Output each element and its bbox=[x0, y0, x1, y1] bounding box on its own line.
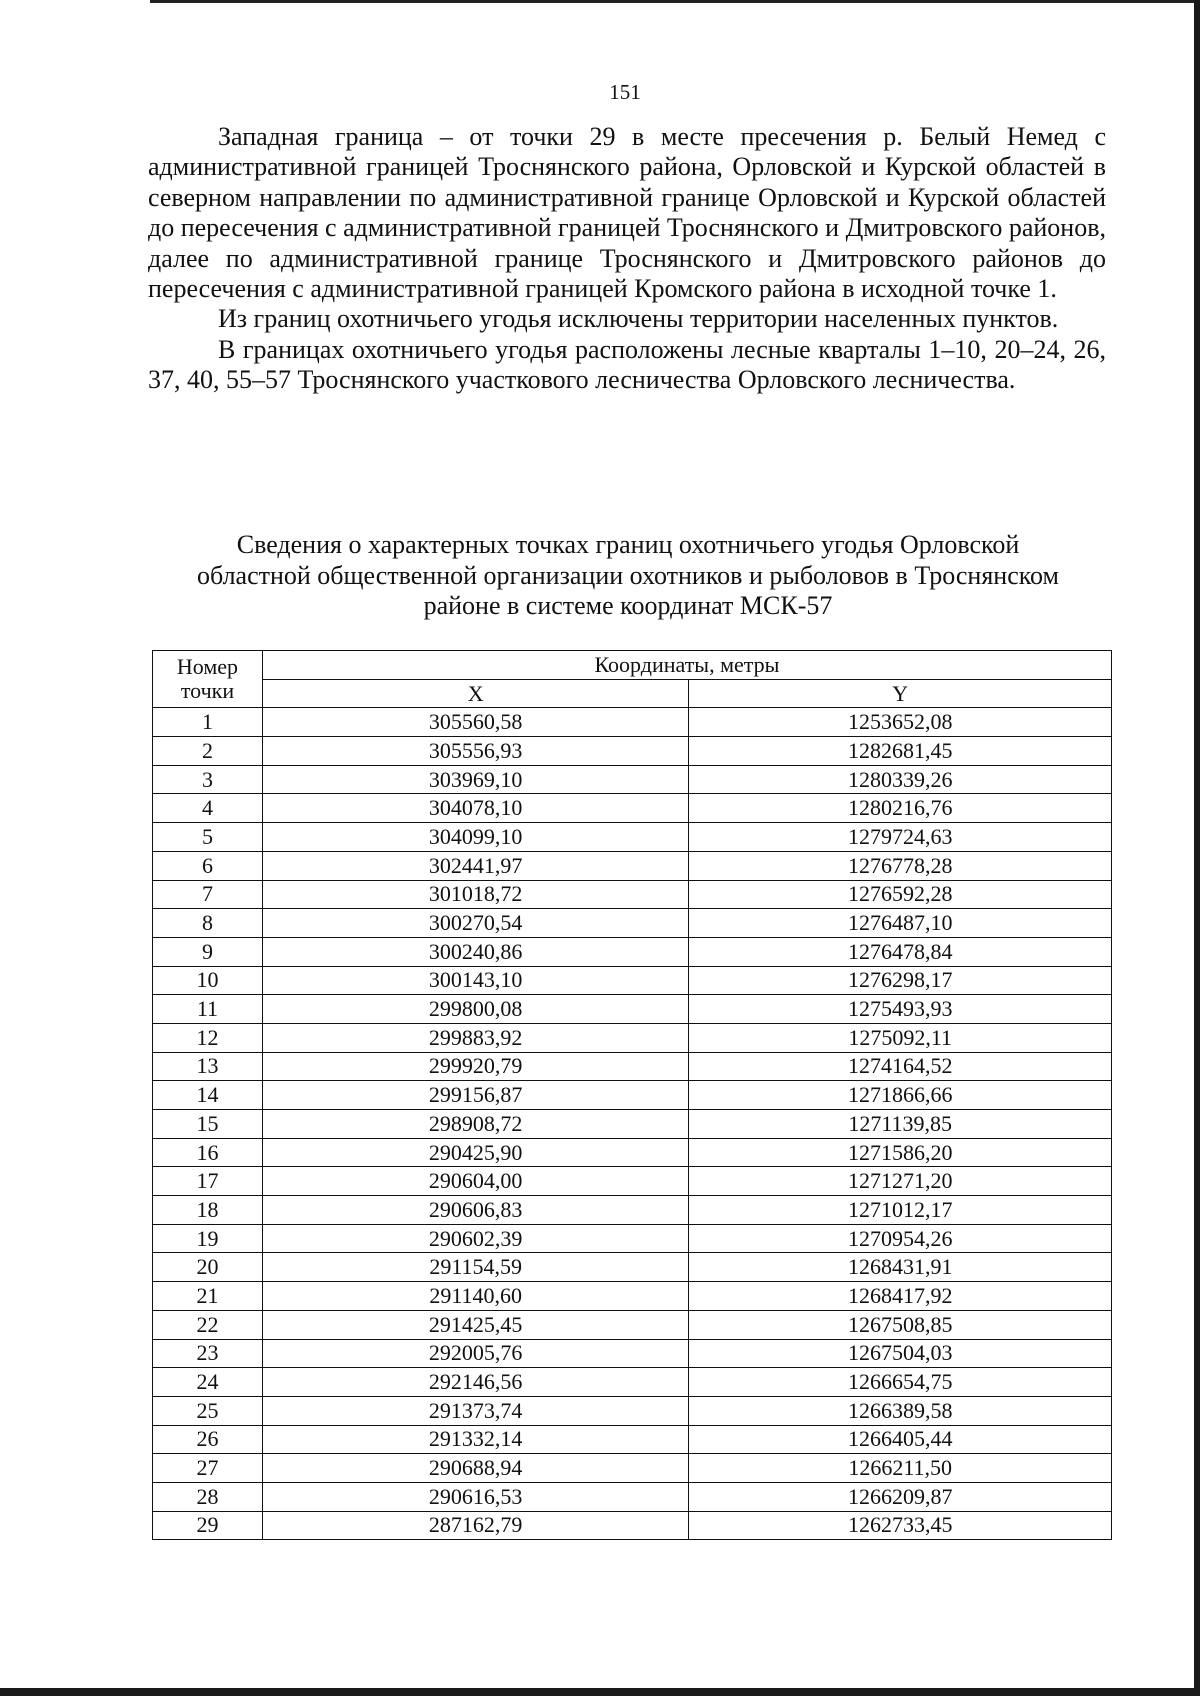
table-body bbox=[153, 708, 1112, 1540]
point-number-cell: 27 bbox=[153, 1454, 263, 1483]
x-coordinate-cell: 305556,93 bbox=[262, 737, 689, 766]
table-row bbox=[153, 737, 1112, 766]
point-number-cell: 7 bbox=[153, 880, 263, 909]
point-number-cell: 29 bbox=[153, 1511, 263, 1540]
x-coordinate-cell: 301018,72 bbox=[262, 880, 689, 909]
table-row bbox=[153, 1282, 1112, 1311]
point-number-cell: 11 bbox=[153, 995, 263, 1024]
x-coordinate-cell: 290616,53 bbox=[262, 1482, 689, 1511]
y-coordinate-cell: 1266211,50 bbox=[689, 1454, 1112, 1483]
table-row bbox=[153, 765, 1112, 794]
point-number-cell: 8 bbox=[153, 909, 263, 938]
table-subheader-row bbox=[153, 679, 1112, 708]
table-row bbox=[153, 708, 1112, 737]
table-row bbox=[153, 1511, 1112, 1540]
point-number-cell: 25 bbox=[153, 1396, 263, 1425]
coordinates-table bbox=[152, 650, 1112, 1540]
x-coordinate-cell: 287162,79 bbox=[262, 1511, 689, 1540]
point-number-cell: 12 bbox=[153, 1023, 263, 1052]
x-coordinate-cell: 305560,58 bbox=[262, 708, 689, 737]
header-point-number: Номер точки bbox=[153, 651, 263, 708]
x-coordinate-cell: 298908,72 bbox=[262, 1110, 689, 1139]
y-coordinate-cell: 1271271,20 bbox=[689, 1167, 1112, 1196]
point-number-cell: 15 bbox=[153, 1110, 263, 1139]
table-row bbox=[153, 1196, 1112, 1225]
table-row bbox=[153, 794, 1112, 823]
page-number: 151 bbox=[609, 80, 641, 104]
y-coordinate-cell: 1276487,10 bbox=[689, 909, 1112, 938]
point-number-cell: 18 bbox=[153, 1196, 263, 1225]
y-coordinate-cell: 1276592,28 bbox=[689, 880, 1112, 909]
point-number-cell: 24 bbox=[153, 1368, 263, 1397]
table-row bbox=[153, 1224, 1112, 1253]
body-text bbox=[148, 122, 1106, 396]
paragraph-western-border: Западная граница – от точки 29 в месте пресечения р. Белый Немед с административной границей Троснянского района, Орловской и Курской областей в северном направлении по административной границе Орловской и Курской областей до пересечения с административной границей Троснянского и Дмитровского районов, далее по административной границе Троснянского и Дмитровского районов до пересечения с административной границей Кромского района в исходной точке 1. bbox=[148, 122, 1106, 304]
y-coordinate-cell: 1267504,03 bbox=[689, 1339, 1112, 1368]
x-coordinate-cell: 302441,97 bbox=[262, 851, 689, 880]
y-coordinate-cell: 1268431,91 bbox=[689, 1253, 1112, 1282]
caption-line: районе в системе координат МСК-57 bbox=[423, 591, 833, 621]
x-coordinate-cell: 304078,10 bbox=[262, 794, 689, 823]
x-coordinate-cell: 291140,60 bbox=[262, 1282, 689, 1311]
table-row bbox=[153, 1052, 1112, 1081]
point-number-cell: 26 bbox=[153, 1425, 263, 1454]
paragraph-excluded-settlements: Из границ охотничьего угодья исключены территории населенных пунктов. bbox=[218, 304, 1059, 334]
y-coordinate-cell: 1274164,52 bbox=[689, 1052, 1112, 1081]
table-row bbox=[153, 880, 1112, 909]
x-coordinate-cell: 304099,10 bbox=[262, 823, 689, 852]
point-number-cell: 10 bbox=[153, 966, 263, 995]
x-coordinate-cell: 300240,86 bbox=[262, 937, 689, 966]
y-coordinate-cell: 1275493,93 bbox=[689, 995, 1112, 1024]
table-row bbox=[153, 1339, 1112, 1368]
table-row bbox=[153, 937, 1112, 966]
table-row bbox=[153, 1023, 1112, 1052]
x-coordinate-cell: 299883,92 bbox=[262, 1023, 689, 1052]
x-coordinate-cell: 300270,54 bbox=[262, 909, 689, 938]
point-number-cell: 17 bbox=[153, 1167, 263, 1196]
caption-line: областной общественной организации охотников и рыболовов в Троснянском bbox=[196, 560, 1060, 590]
x-coordinate-cell: 290604,00 bbox=[262, 1167, 689, 1196]
point-number-cell: 1 bbox=[153, 708, 263, 737]
point-number-cell: 14 bbox=[153, 1081, 263, 1110]
table-row bbox=[153, 1081, 1112, 1110]
point-number-cell: 19 bbox=[153, 1224, 263, 1253]
table-row bbox=[153, 1110, 1112, 1139]
y-coordinate-cell: 1271139,85 bbox=[689, 1110, 1112, 1139]
y-coordinate-cell: 1266209,87 bbox=[689, 1482, 1112, 1511]
x-coordinate-cell: 299156,87 bbox=[262, 1081, 689, 1110]
y-coordinate-cell: 1271012,17 bbox=[689, 1196, 1112, 1225]
y-coordinate-cell: 1266389,58 bbox=[689, 1396, 1112, 1425]
x-coordinate-cell: 303969,10 bbox=[262, 765, 689, 794]
point-number-cell: 21 bbox=[153, 1282, 263, 1311]
y-coordinate-cell: 1270954,26 bbox=[689, 1224, 1112, 1253]
y-coordinate-cell: 1279724,63 bbox=[689, 823, 1112, 852]
y-coordinate-cell: 1280216,76 bbox=[689, 794, 1112, 823]
x-coordinate-cell: 300143,10 bbox=[262, 966, 689, 995]
x-coordinate-cell: 291154,59 bbox=[262, 1253, 689, 1282]
table-row bbox=[153, 1253, 1112, 1282]
y-coordinate-cell: 1262733,45 bbox=[689, 1511, 1112, 1540]
y-coordinate-cell: 1268417,92 bbox=[689, 1282, 1112, 1311]
point-number-cell: 28 bbox=[153, 1482, 263, 1511]
x-coordinate-cell: 299920,79 bbox=[262, 1052, 689, 1081]
y-coordinate-cell: 1276778,28 bbox=[689, 851, 1112, 880]
y-coordinate-cell: 1267508,85 bbox=[689, 1310, 1112, 1339]
point-number-cell: 16 bbox=[153, 1138, 263, 1167]
y-coordinate-cell: 1276478,84 bbox=[689, 937, 1112, 966]
point-number-cell: 2 bbox=[153, 737, 263, 766]
x-coordinate-cell: 299800,08 bbox=[262, 995, 689, 1024]
table-row bbox=[153, 851, 1112, 880]
point-number-cell: 13 bbox=[153, 1052, 263, 1081]
x-coordinate-cell: 292005,76 bbox=[262, 1339, 689, 1368]
header-coordinates: Координаты, метры bbox=[262, 651, 1111, 680]
y-coordinate-cell: 1280339,26 bbox=[689, 765, 1112, 794]
table-caption bbox=[150, 530, 1106, 622]
point-number-cell: 20 bbox=[153, 1253, 263, 1282]
table-row bbox=[153, 1454, 1112, 1483]
table-row bbox=[153, 1482, 1112, 1511]
header-y: Y bbox=[689, 679, 1112, 708]
table-row bbox=[153, 1425, 1112, 1454]
y-coordinate-cell: 1276298,17 bbox=[689, 966, 1112, 995]
point-number-cell: 9 bbox=[153, 937, 263, 966]
y-coordinate-cell: 1266405,44 bbox=[689, 1425, 1112, 1454]
y-coordinate-cell: 1271866,66 bbox=[689, 1081, 1112, 1110]
table-row bbox=[153, 1396, 1112, 1425]
point-number-cell: 5 bbox=[153, 823, 263, 852]
point-number-cell: 4 bbox=[153, 794, 263, 823]
y-coordinate-cell: 1275092,11 bbox=[689, 1023, 1112, 1052]
table-row bbox=[153, 1167, 1112, 1196]
x-coordinate-cell: 291373,74 bbox=[262, 1396, 689, 1425]
y-coordinate-cell: 1266654,75 bbox=[689, 1368, 1112, 1397]
y-coordinate-cell: 1282681,45 bbox=[689, 737, 1112, 766]
table-row bbox=[153, 1310, 1112, 1339]
table-row bbox=[153, 995, 1112, 1024]
scan-edge-top bbox=[150, 0, 1200, 11]
x-coordinate-cell: 290688,94 bbox=[262, 1454, 689, 1483]
point-number-cell: 6 bbox=[153, 851, 263, 880]
point-number-cell: 23 bbox=[153, 1339, 263, 1368]
x-coordinate-cell: 290606,83 bbox=[262, 1196, 689, 1225]
point-number-cell: 3 bbox=[153, 765, 263, 794]
y-coordinate-cell: 1253652,08 bbox=[689, 708, 1112, 737]
header-x: X bbox=[262, 679, 689, 708]
scan-edge-bottom bbox=[0, 1688, 1200, 1696]
x-coordinate-cell: 292146,56 bbox=[262, 1368, 689, 1397]
scan-edge-right bbox=[1194, 0, 1200, 1696]
point-number-cell: 22 bbox=[153, 1310, 263, 1339]
table-row bbox=[153, 1138, 1112, 1167]
table-row bbox=[153, 966, 1112, 995]
x-coordinate-cell: 290425,90 bbox=[262, 1138, 689, 1167]
x-coordinate-cell: 290602,39 bbox=[262, 1224, 689, 1253]
x-coordinate-cell: 291332,14 bbox=[262, 1425, 689, 1454]
caption-line: Сведения о характерных точках границ охотничьего угодья Орловской bbox=[236, 530, 1020, 559]
table-row bbox=[153, 1368, 1112, 1397]
paragraph-forest-quarters: В границах охотничьего угодья расположены лесные кварталы 1–10, 20–24, 26, 37, 40, 55–57 Троснянского участкового лесничества Орловского лесничества. bbox=[148, 334, 1106, 395]
y-coordinate-cell: 1271586,20 bbox=[689, 1138, 1112, 1167]
table-header-row bbox=[153, 651, 1112, 680]
table-row bbox=[153, 823, 1112, 852]
table-row bbox=[153, 909, 1112, 938]
x-coordinate-cell: 291425,45 bbox=[262, 1310, 689, 1339]
